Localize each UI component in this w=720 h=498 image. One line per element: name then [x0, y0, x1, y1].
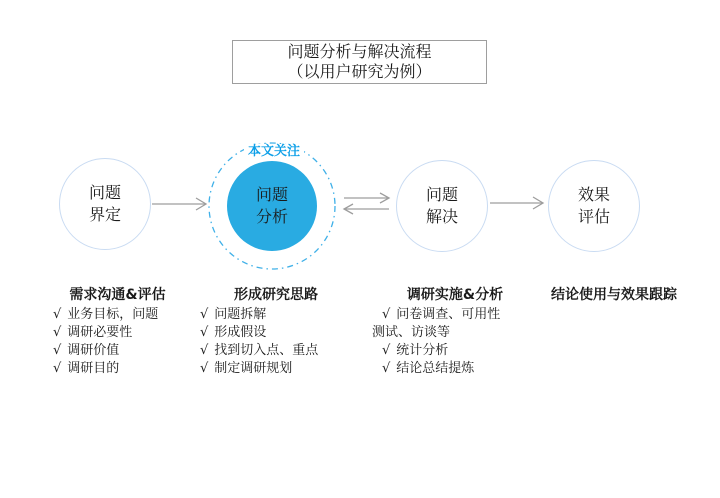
column-header-research-execution: 调研实施&分析 [406, 287, 504, 303]
step-label-line: 解决 [425, 207, 458, 226]
checklist-requirements [40, 306, 190, 378]
check-mark: √ [200, 307, 209, 322]
step-circle-problem-analysis-highlighted [227, 161, 317, 251]
check-mark: √ [53, 325, 62, 340]
check-mark: √ [53, 343, 62, 358]
title-line-2: （以用户研究为例） [287, 62, 432, 81]
check-mark: √ [200, 343, 209, 358]
list-item-text: 业务目标，问题 [67, 307, 159, 322]
list-item [40, 342, 190, 360]
list-item-text: 问题拆解 [214, 307, 267, 322]
list-item-text: 统计分析 [396, 343, 449, 358]
step-label-line: 评估 [577, 207, 610, 226]
step-label-line: 问题 [255, 185, 288, 204]
check-mark: √ [53, 361, 62, 376]
list-item-text: 调研价值 [67, 343, 120, 358]
list-item-text: 结论总结提炼 [396, 361, 475, 376]
step-label-line: 效果 [577, 185, 610, 204]
list-item-text: 找到切入点、重点 [214, 343, 319, 358]
list-item-text: 调研必要性 [67, 325, 133, 340]
list-item [196, 306, 348, 324]
list-item-text: 形成假设 [214, 325, 267, 340]
step-label-line: 界定 [88, 205, 121, 224]
title-line-1: 问题分析与解决流程 [287, 42, 432, 61]
check-mark: √ [382, 361, 391, 376]
list-item [196, 360, 348, 378]
check-mark: √ [200, 361, 209, 376]
list-item-text: 问卷调查、可用性测试、访谈等 [372, 307, 501, 340]
list-item [40, 306, 190, 324]
list-item [372, 360, 510, 378]
checklist-research-approach [196, 306, 348, 378]
step-label-line: 问题 [425, 185, 458, 204]
list-item [196, 324, 348, 342]
list-item-text: 调研目的 [67, 361, 120, 376]
step-circle-effect-evaluation [548, 160, 640, 252]
column-header-conclusion-tracking: 结论使用与效果跟踪 [551, 287, 677, 303]
column-header-requirements: 需求沟通&评估 [69, 287, 166, 303]
column-header-research-approach: 形成研究思路 [234, 287, 318, 303]
list-item [40, 360, 190, 378]
list-item [372, 342, 510, 360]
list-item [40, 324, 190, 342]
check-mark: √ [53, 307, 62, 322]
focus-annotation: 本文关注 [244, 144, 304, 160]
list-item [372, 306, 510, 342]
checklist-research-execution [372, 306, 510, 378]
check-mark: √ [382, 307, 391, 322]
step-circle-problem-definition [59, 158, 151, 250]
check-mark: √ [200, 325, 209, 340]
step-label-line: 分析 [255, 207, 288, 226]
step-circle-problem-solving [396, 160, 488, 252]
list-item-text: 制定调研规划 [214, 361, 293, 376]
list-item [196, 342, 348, 360]
check-mark: √ [382, 343, 391, 358]
step-label-line: 问题 [88, 183, 121, 202]
